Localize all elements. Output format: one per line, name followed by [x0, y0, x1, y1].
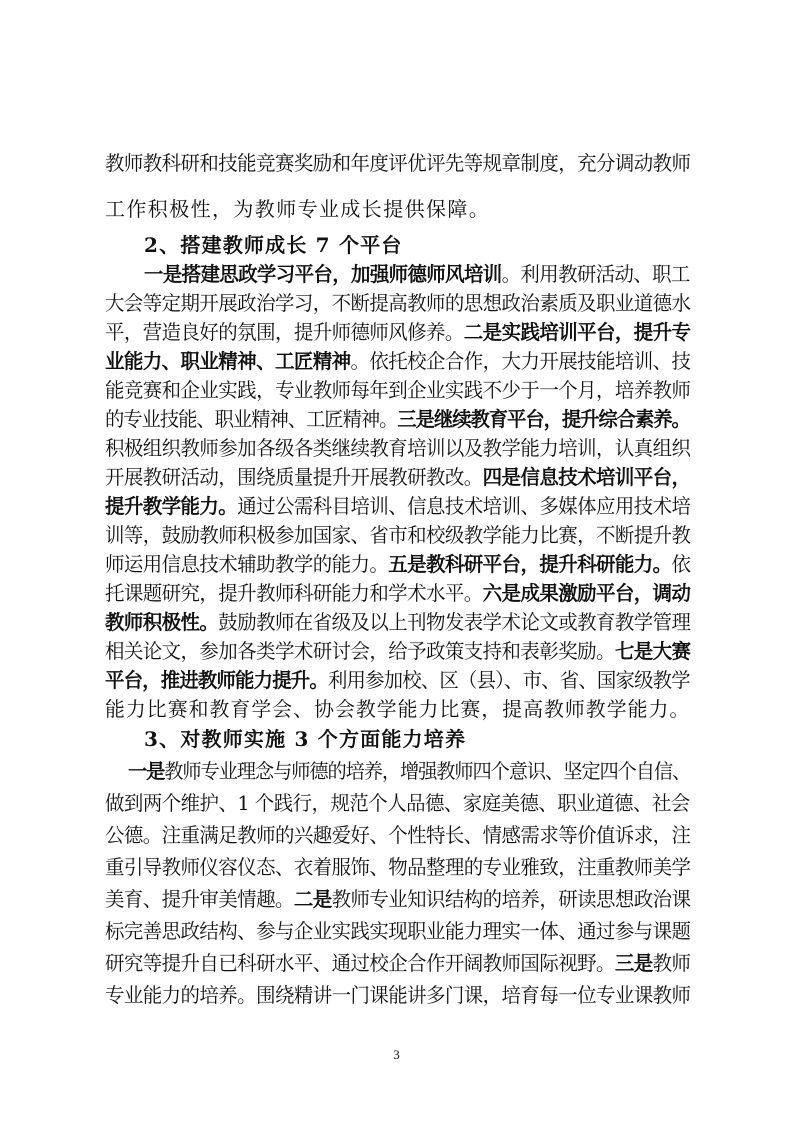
section2-line-4: 业能力、职业精神、工匠精神。依托校企合作，大力开展技能培训、技	[105, 349, 691, 373]
section3-line-2: 做到两个维护、1 个践行，规范个人品德、家庭美德、职业道德、社会	[105, 791, 690, 815]
section2-line-11: 师运用信息技术辅助教学的能力。五是教科研平台，提升科研能力。依	[105, 552, 691, 576]
section2-line-12: 托课题研究，提升教师科研能力和学术水平。六是成果激励平台，调动	[105, 581, 691, 605]
intro-line-2: 工作积极性，为教师专业成长提供保障。	[105, 197, 491, 221]
section2-heading: 2、搭建教师成长 7 个平台	[144, 233, 403, 257]
section2-line-5: 能竞赛和企业实践，专业教师每年到企业实践不少于一个月，培养教师	[105, 378, 691, 402]
section3-line-4: 重引导教师仪容仪态、衣着服饰、物品整理的专业雅致，注重教师美学	[105, 855, 691, 879]
section3-line-1: 一是教师专业理念与师德的培养，增强教师四个意识、坚定四个自信、	[128, 759, 691, 783]
section3-line-3: 公德。注重满足教师的兴趣爱好、个性特长、情感需求等价值诉求，注	[105, 823, 691, 847]
section2-line-14: 相关论文，参加各类学术研讨会，给予政策支持和表彰奖励。七是大赛	[105, 639, 691, 663]
section3-line-8: 专业能力的培养。围绕精讲一门课能讲多门课，培育每一位专业课教师	[105, 983, 691, 1007]
section2-line-8: 开展教研活动，围绕质量提升开展教研教改。四是信息技术培训平台，	[105, 465, 691, 489]
section3-line-7: 研究等提升自已科研水平、通过校企合作开阔教师国际视野。三是教师	[105, 951, 691, 975]
section2-line-15: 平台，推进教师能力提升。利用参加校、区（县）、市、省、国家级教学	[105, 668, 690, 692]
section2-line-6: 的专业技能、职业精神、工匠精神。三是继续教育平台，提升综合素养。	[105, 407, 690, 431]
section2-line-16: 能力比赛和教育学会、协会教学能力比赛，提高教师教学能力。	[105, 697, 691, 721]
section3-line-6: 标完善思政结构、参与企业实践实现职业能力理实一体、通过参与课题	[105, 919, 691, 943]
intro-line-1: 教师教科研和技能竞赛奖励和年度评优评先等规章制度，充分调动教师	[105, 151, 691, 175]
section2-line-13: 教师积极性。鼓励教师在省级及以上刊物发表学术论文或教育教学管理	[105, 610, 691, 634]
section2-line-2: 大会等定期开展政治学习，不断提高教师的思想政治素质及职业道德水	[105, 291, 691, 315]
section2-line-10: 训等，鼓励教师积极参加国家、省市和校级教学能力比赛，不断提升教	[105, 523, 691, 547]
section3-line-5: 美育、提升审美情趣。二是教师专业知识结构的培养，研读思想政治课	[105, 887, 691, 911]
page-number: 3	[393, 1047, 400, 1062]
section2-line-7: 积极组织教师参加各级各类继续教育培训以及教学能力培训，认真组织	[105, 436, 691, 460]
section3-heading: 3、对教师实施 3 个方面能力培养	[144, 727, 467, 751]
section2-line-9: 提升教学能力。通过公需科目培训、信息技术培训、多媒体应用技术培	[105, 494, 691, 518]
section2-line-3: 平，营造良好的氛围，提升师德师风修养。二是实践培训平台，提升专	[105, 320, 691, 344]
section2-line-1: 一是搭建思政学习平台，加强师德师风培训。利用教研活动、职工	[144, 262, 690, 286]
